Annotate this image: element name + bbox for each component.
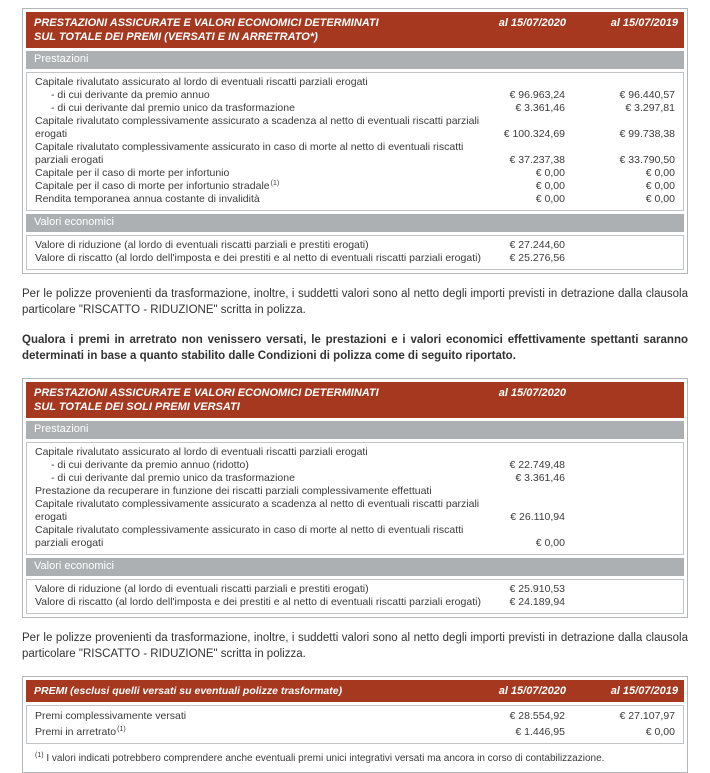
- row-value-2020: € 27.244,60: [509, 239, 565, 251]
- table-row: [27, 708, 677, 724]
- row-value-2020: € 3.361,46: [515, 102, 565, 114]
- row-value-2020: € 24.189,94: [509, 596, 565, 608]
- section-band-prestazioni: Prestazioni: [26, 421, 684, 439]
- row-value-2019: € 0,00: [645, 193, 675, 205]
- row-label: Valore di riduzione (al lordo di eventuali riscatti parziali e prestiti erogati): [35, 583, 369, 595]
- table-row: [27, 485, 677, 498]
- row-value-2019: € 0,00: [645, 726, 675, 738]
- table-row: [27, 498, 677, 524]
- column-header-2020: al 15/07/2020: [498, 685, 566, 697]
- table-title-line2: SUL TOTALE DEI SOLI PREMI VERSATI: [34, 401, 240, 413]
- row-label: Rendita temporanea annua costante di invalidità: [35, 193, 260, 205]
- table-row: [27, 180, 677, 193]
- table-footnote: [26, 747, 684, 769]
- table-header: [26, 12, 684, 48]
- valori-economici-rows: [26, 579, 684, 614]
- table-title: [34, 386, 470, 414]
- column-header-2019: al 15/07/2019: [610, 685, 678, 697]
- row-label: Capitale rivalutato complessivamente assicurato in caso di morte al netto di eventuali riscatti parziali erogati: [35, 141, 464, 166]
- row-label: Premi in arretrato$^{(1)}$: [35, 725, 126, 738]
- row-value-2019: € 0,00: [645, 180, 675, 192]
- table-row: [27, 102, 677, 115]
- row-value-2020: € 100.324,69: [503, 128, 565, 140]
- row-label: Valore di riscatto (al lordo dell'imposta e dei prestiti e al netto di eventuali riscatti parziali erogati): [35, 596, 481, 608]
- row-label: Valore di riduzione (al lordo di eventuali riscatti parziali e prestiti erogati): [35, 239, 369, 251]
- row-value-2020: € 0,00: [535, 180, 565, 192]
- row-value-2019: € 0,00: [645, 167, 675, 179]
- prestazioni-rows: [26, 72, 684, 211]
- table-row: [27, 141, 677, 167]
- row-label: Prestazione da recuperare in funzione dei riscatti parziali complessivamente effettuati: [35, 485, 432, 497]
- row-value-2020: € 3.361,46: [515, 472, 565, 484]
- row-value-2019: € 27.107,97: [619, 710, 675, 722]
- footnote-marker: (1): [117, 725, 126, 733]
- row-value-2020: € 25.910,53: [509, 583, 565, 595]
- row-value-2020: € 0,00: [535, 193, 565, 205]
- prestazioni-rows: [26, 442, 684, 555]
- table-header: [26, 680, 684, 702]
- section-band-prestazioni: Prestazioni: [26, 51, 684, 69]
- row-value-2020: € 0,00: [535, 167, 565, 179]
- footnote-text: I valori indicati potrebbero comprendere anche eventuali premi unici integrativi versati ma ancora in corso di contabilizzazione.: [46, 753, 605, 764]
- table-header: [26, 382, 684, 418]
- section-band-valori-economici: Valori economici: [26, 214, 684, 232]
- row-value-2020: € 28.554,92: [509, 710, 565, 722]
- column-header-2019: al 15/07/2019: [610, 17, 678, 29]
- table-title-line2: SUL TOTALE DEI PREMI (VERSATI E IN ARRETRATO*): [34, 31, 318, 43]
- row-label: Capitale rivalutato assicurato al lordo di eventuali riscatti parziali erogati: [35, 446, 368, 458]
- row-value-2020: € 26.110,94: [510, 511, 565, 523]
- premi-rows: [26, 705, 684, 744]
- column-header-2020: al 15/07/2020: [498, 387, 566, 399]
- row-value-2020: € 0,00: [535, 537, 565, 549]
- benefits-table-total-premiums: [22, 8, 688, 274]
- table-row: [27, 76, 677, 89]
- table-row: [27, 252, 677, 265]
- column-header-2020: al 15/07/2020: [498, 17, 566, 29]
- row-label: Valore di riscatto (al lordo dell'imposta e dei prestiti e al netto di eventuali riscatti parziali erogati): [35, 252, 481, 264]
- row-label: Capitale rivalutato complessivamente assicurato in caso di morte al netto di eventuali riscatti parziali erogati: [35, 524, 464, 549]
- table-row: [27, 583, 677, 596]
- benefits-table-paid-premiums: [22, 378, 688, 618]
- table-row: [27, 724, 677, 740]
- row-label: - di cui derivante dal premio unico da trasformazione: [51, 102, 295, 114]
- table-row: [27, 524, 677, 550]
- row-label: - di cui derivante dal premio unico da trasformazione: [51, 472, 295, 484]
- row-label: Capitale per il caso di morte per infortunio stradale$^{(1)}$: [35, 179, 280, 192]
- premiums-table: [22, 676, 688, 773]
- table-row: [27, 239, 677, 252]
- valori-economici-rows: [26, 235, 684, 270]
- table-row: [27, 89, 677, 102]
- row-label: Capitale rivalutato complessivamente assicurato a scadenza al netto di eventuali riscatti parziali erogati: [35, 115, 480, 140]
- table-row: [27, 596, 677, 609]
- table-row: [27, 167, 677, 180]
- table-title-line1: PRESTAZIONI ASSICURATE E VALORI ECONOMICI DETERMINATI: [34, 17, 379, 29]
- table-row: [27, 115, 677, 141]
- row-label: - di cui derivante da premio annuo (ridotto): [51, 459, 249, 471]
- footnote-marker: (1): [35, 751, 44, 759]
- table-title: PREMI (esclusi quelli versati su eventuali polizze trasformate): [34, 685, 343, 697]
- row-value-2019: € 99.738,38: [619, 128, 675, 140]
- row-value-2019: € 3.297,81: [625, 102, 675, 114]
- table-title-line1: PRESTAZIONI ASSICURATE E VALORI ECONOMICI DETERMINATI: [34, 387, 379, 399]
- row-label: Premi complessivamente versati: [35, 710, 187, 722]
- footnote-marker: (1): [270, 179, 280, 187]
- row-value-2020: € 1.446,95: [515, 726, 565, 738]
- row-label: Capitale per il caso di morte per infortunio: [35, 167, 230, 179]
- row-value-2020: € 37.237,38: [509, 154, 565, 166]
- row-value-2020: € 22.749,48: [509, 459, 565, 471]
- paragraph-premi-arretrato: Qualora i premi in arretrato non venissero versati, le prestazioni e i valori economici effettivamente spettanti saranno determinati in base a quanto stabilito dalle Condizioni di polizza come di seguito riportato.: [22, 334, 688, 362]
- paragraph-trasformazione-1: Per le polizze provenienti da trasformazione, inoltre, i suddetti valori sono al netto degli importi previsti in detrazione dalla clausola particolare "RISCATTO - RIDUZIONE" scritta in polizza.: [22, 288, 688, 316]
- row-value-2019: € 96.440,57: [619, 89, 675, 101]
- table-title: [34, 16, 470, 44]
- table-row: [27, 459, 677, 472]
- paragraph-trasformazione-2: Per le polizze provenienti da trasformazione, inoltre, i suddetti valori sono al netto degli importi previsti in detrazione dalla clausola particolare "RISCATTO - RIDUZIONE" scritta in polizza.: [22, 632, 688, 660]
- row-value-2019: € 33.790,50: [619, 154, 675, 166]
- table-row: [27, 446, 677, 459]
- row-label: Capitale rivalutato assicurato al lordo di eventuali riscatti parziali erogati: [35, 76, 368, 88]
- row-label: Capitale rivalutato complessivamente assicurato a scadenza al netto di eventuali riscatti parziali erogati: [35, 498, 480, 523]
- table-row: [27, 472, 677, 485]
- table-row: [27, 193, 677, 206]
- row-value-2020: € 25.276,56: [509, 252, 565, 264]
- row-value-2020: € 96.963,24: [509, 89, 565, 101]
- section-band-valori-economici: Valori economici: [26, 558, 684, 576]
- row-label: - di cui derivante da premio annuo: [51, 89, 210, 101]
